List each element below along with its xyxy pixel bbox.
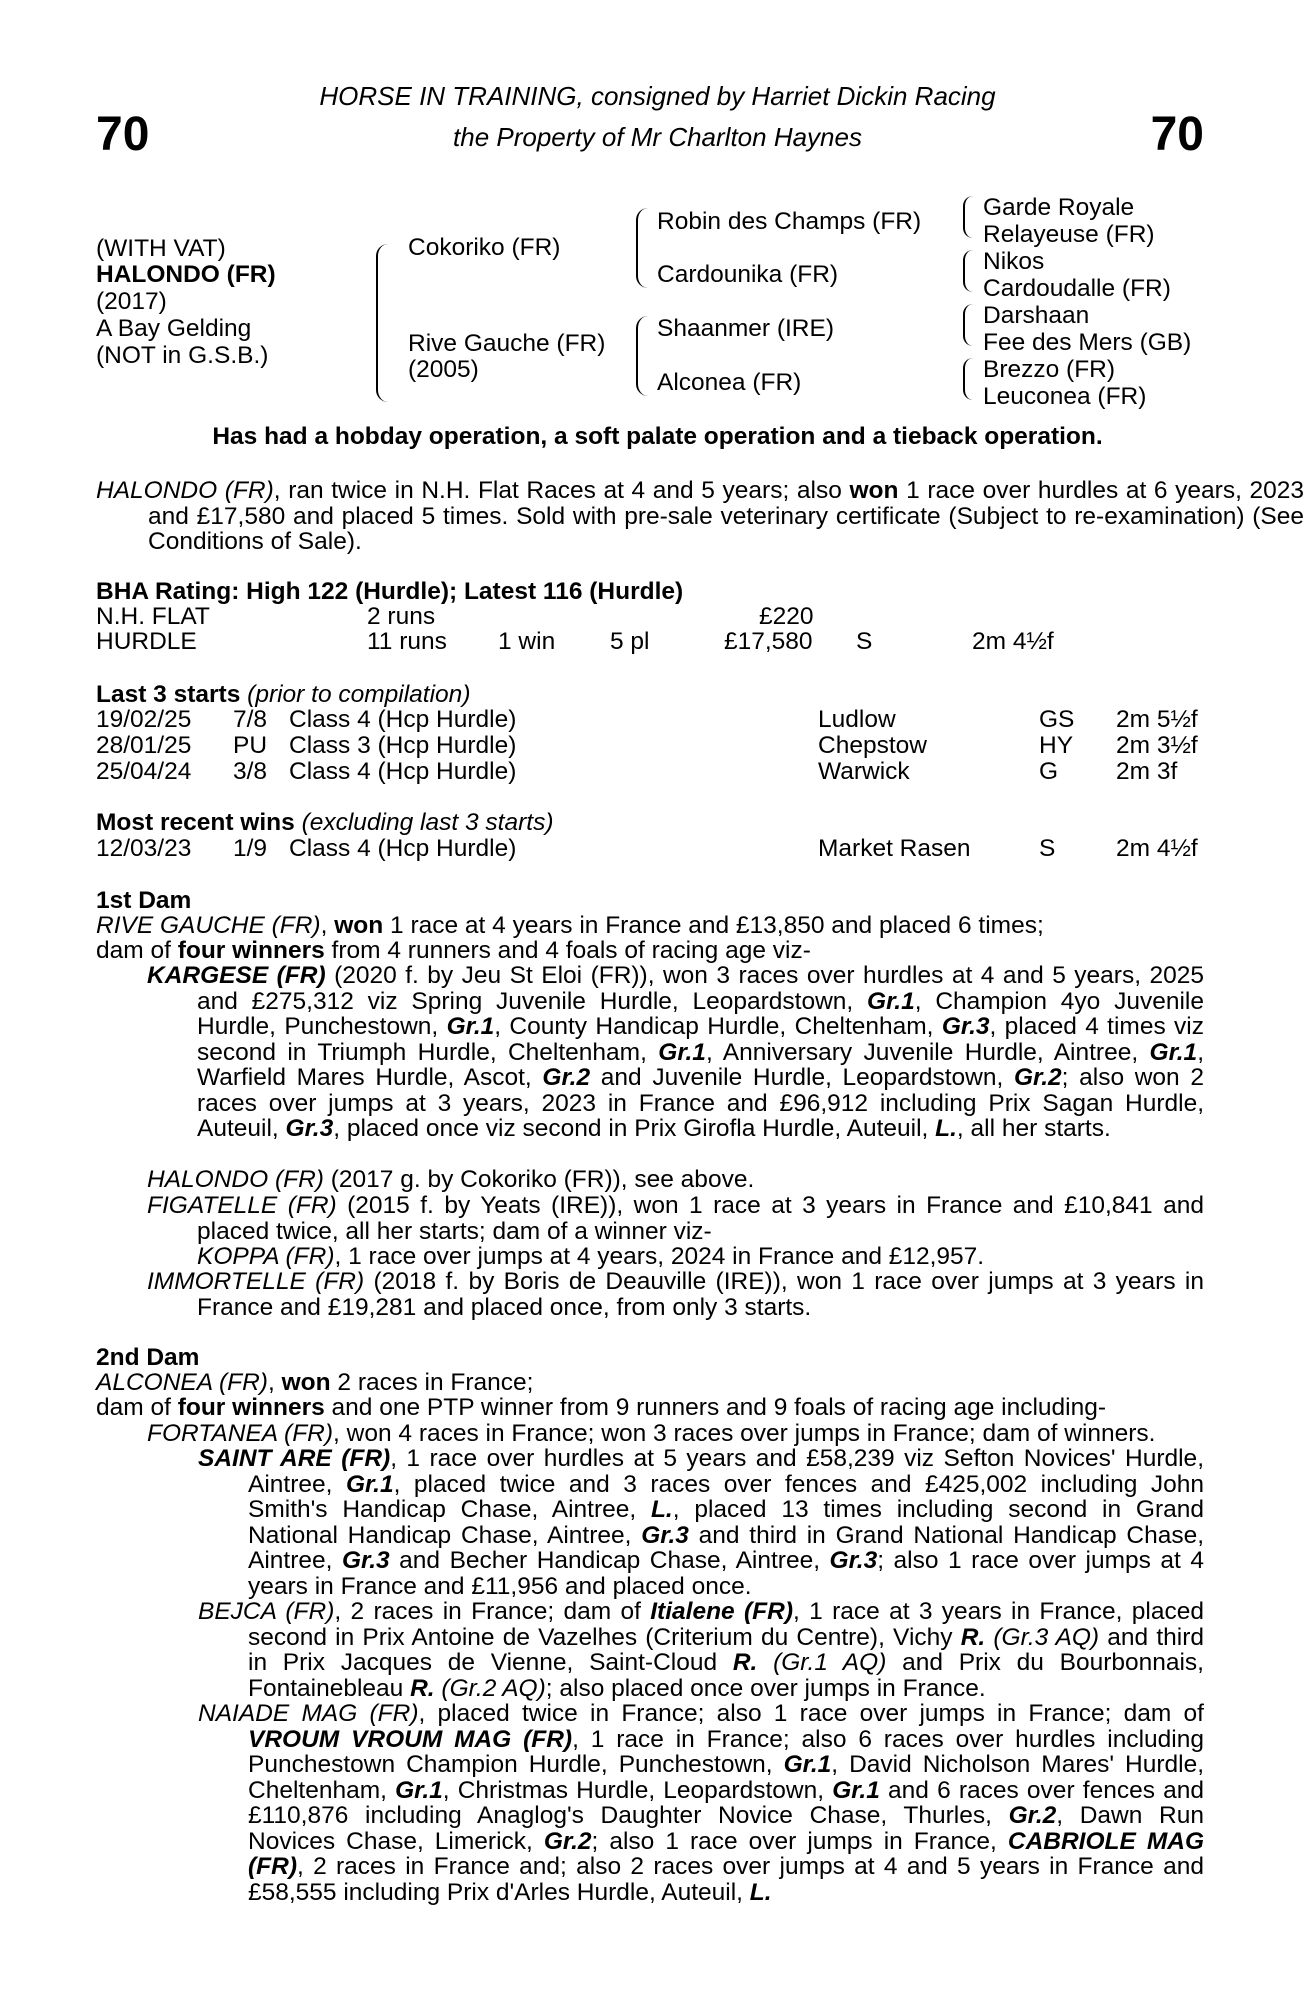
lot-number-right: 70 <box>1150 108 1204 161</box>
granddam: Alconea (FR) <box>657 369 802 396</box>
pedigree-brace <box>963 304 973 346</box>
ancestor: Leuconea (FR) <box>983 383 1147 410</box>
first-dam-line: RIVE GAUCHE (FR), won 1 race at 4 years in France and £13,850 and placed 6 times; <box>96 912 1044 939</box>
horse-name: HALONDO (FR) <box>96 261 276 288</box>
produce-figatelle: FIGATELLE (FR) (2015 f. by Yeats (IRE)), won 1 race at 3 years in France and £10,841 and placed twice, all her starts; dam of a winner viz- <box>147 1192 1204 1245</box>
table-row: 25/04/24 3/8 Class 4 (Hcp Hurdle) Warwick G 2m 3f <box>96 758 1178 785</box>
pedigree-brace <box>963 250 973 292</box>
ancestor: Nikos <box>983 248 1045 275</box>
operations-note: Has had a hobday operation, a soft palate operation and a tieback operation. <box>212 423 1103 450</box>
pedigree-brace <box>963 358 973 400</box>
pedigree-brace <box>963 196 973 238</box>
last-3-starts-title: Last 3 starts (prior to compilation) <box>96 681 471 708</box>
race-summary: HALONDO (FR), ran twice in N.H. Flat Races at 4 and 5 years; also won 1 race over hurdles at 6 years, 2023 and £17,580 and placed 5 times. Sold with pre-sale veterinary certificate (Subject to re-examination) (See Conditions of Sale). <box>96 477 1304 555</box>
won-label: won <box>849 477 899 504</box>
ancestor: Darshaan <box>983 302 1090 329</box>
produce-koppa: KOPPA (FR), 1 race over jumps at 4 years, 2024 in France and £12,957. <box>197 1243 985 1270</box>
produce-bejca: BEJCA (FR), 2 races in France; dam of Itialene (FR), 1 race at 3 years in France, placed second in Prix Antoine de Vazelhes (Criterium du Centre), Vichy R. (Gr.3 AQ) and third in Prix Jacques de Vienne, Saint-Cloud R. (Gr.1 AQ) and Prix du Bourbonnais, Fontainebleau R. (Gr.2 AQ); also placed once over jumps in France. <box>198 1598 1205 1702</box>
record-row: HURDLE 11 runs 1 win 5 pl £17,580 S 2m 4½f <box>96 628 1054 655</box>
pedigree-brace <box>636 316 648 396</box>
record-row: N.H. FLAT 2 runs £220 <box>96 603 814 630</box>
produce-immortelle: IMMORTELLE (FR) (2018 f. by Boris de Deauville (IRE)), won 1 race over jumps at 3 years in France and £19,281 and placed once, from only 3 starts. <box>147 1268 1204 1321</box>
pedigree-brace <box>636 208 648 288</box>
first-dam-title: 1st Dam <box>96 887 192 914</box>
sire-name: Cokoriko (FR) <box>408 234 561 261</box>
ancestor: Cardoudalle (FR) <box>983 275 1171 302</box>
ancestor: Fee des Mers (GB) <box>983 329 1192 356</box>
produce-fortanea: FORTANEA (FR), won 4 races in France; won 3 races over jumps in France; dam of winners. <box>147 1420 1156 1447</box>
ancestor: Relayeuse (FR) <box>983 221 1155 248</box>
horse-description: A Bay Gelding <box>96 315 252 342</box>
property-line: the Property of Mr Charlton Haynes <box>453 122 862 152</box>
table-row: 12/03/23 1/9 Class 4 (Hcp Hurdle) Market Rasen S 2m 4½f <box>96 835 1198 862</box>
grandsire-dam-side: Shaanmer (IRE) <box>657 315 835 342</box>
pedigree-brace <box>376 244 390 402</box>
produce-halondo: HALONDO (FR) (2017 g. by Cokoriko (FR)), see above. <box>147 1166 755 1193</box>
table-row: 28/01/25 PU Class 3 (Hcp Hurdle) Chepstow HY 2m 3½f <box>96 732 1198 759</box>
first-dam-produce-line: dam of four winners from 4 runners and 4 foals of racing age viz- <box>96 937 811 964</box>
ancestor: Brezzo (FR) <box>983 356 1116 383</box>
dam-name: Rive Gauche (FR) <box>408 330 606 357</box>
ancestor: Garde Royale <box>983 194 1135 221</box>
dam-year: (2005) <box>408 356 479 383</box>
recent-wins-title: Most recent wins (excluding last 3 starts) <box>96 809 554 836</box>
lot-number-left: 70 <box>96 108 150 161</box>
gsb-note: (NOT in G.S.B.) <box>96 342 269 369</box>
bha-rating-title: BHA Rating: High 122 (Hurdle); Latest 116 (Hurdle) <box>96 578 684 605</box>
table-row: 19/02/25 7/8 Class 4 (Hcp Hurdle) Ludlow GS 2m 5½f <box>96 706 1198 733</box>
vat-note: (WITH VAT) <box>96 235 226 262</box>
second-dam-line: ALCONEA (FR), won 2 races in France; <box>96 1369 534 1396</box>
second-dam-title: 2nd Dam <box>96 1344 200 1371</box>
consignment-line: HORSE IN TRAINING, consigned by Harriet Dickin Racing <box>319 81 996 111</box>
horse-year: (2017) <box>96 288 167 315</box>
produce-kargese: KARGESE (FR) (2020 f. by Jeu St Eloi (FR)), won 3 races over hurdles at 4 and 5 years, 2025 and £275,312 viz Spring Juvenile Hurdle, Leopardstown, Gr.1, Champion 4yo Juvenile Hurdle, Punchestown, Gr.1, County Handicap Hurdle, Cheltenham, Gr.3, placed 4 times viz second in Triumph Hurdle, Cheltenham, Gr.1, Anniversary Juvenile Hurdle, Aintree, Gr.1, Warfield Mares Hurdle, Ascot, Gr.2 and Juvenile Hurdle, Leopardstown, Gr.2; also won 2 races over jumps at 3 years, 2023 in France and £96,912 including Prix Sagan Hurdle, Auteuil, Gr.3, placed once viz second in Prix Girofla Hurdle, Auteuil, L., all her starts. <box>147 962 1205 1142</box>
produce-saint-are: SAINT ARE (FR), 1 race over hurdles at 5 years and £58,239 viz Sefton Novices' Hurdle, Aintree, Gr.1, placed twice and 3 races over fences and £425,002 including John Smith's Handicap Chase, Aintree, L., placed 13 times including second in Grand National Handicap Chase, Aintree, Gr.3 and third in Grand National Handicap Chase, Aintree, Gr.3 and Becher Handicap Chase, Aintree, Gr.3; also 1 race over jumps at 4 years in France and £11,956 and placed once. <box>198 1445 1205 1600</box>
horse-name-ref: HALONDO (FR) <box>96 477 274 504</box>
produce-naiade-mag: NAIADE MAG (FR), placed twice in France; also 1 race over jumps in France; dam of VROUM VROUM MAG (FR), 1 race in France; also 6 races over hurdles including Punchestown Champion Hurdle, Punchestown, Gr.1, David Nicholson Mares' Hurdle, Cheltenham, Gr.1, Christmas Hurdle, Leopardstown, Gr.1 and 6 races over fences and £110,876 including Anaglog's Daughter Novice Chase, Thurles, Gr.2, Dawn Run Novices Chase, Limerick, Gr.2; also 1 race over jumps in France, CABRIOLE MAG (FR), 2 races in France and; also 2 races over jumps at 4 and 5 years in France and £58,555 including Prix d'Arles Hurdle, Auteuil, L. <box>198 1700 1204 1906</box>
granddam-sire-side: Cardounika (FR) <box>657 261 839 288</box>
grandsire: Robin des Champs (FR) <box>657 208 922 235</box>
second-dam-produce-line: dam of four winners and one PTP winner from 9 runners and 9 foals of racing age including- <box>96 1394 1107 1421</box>
